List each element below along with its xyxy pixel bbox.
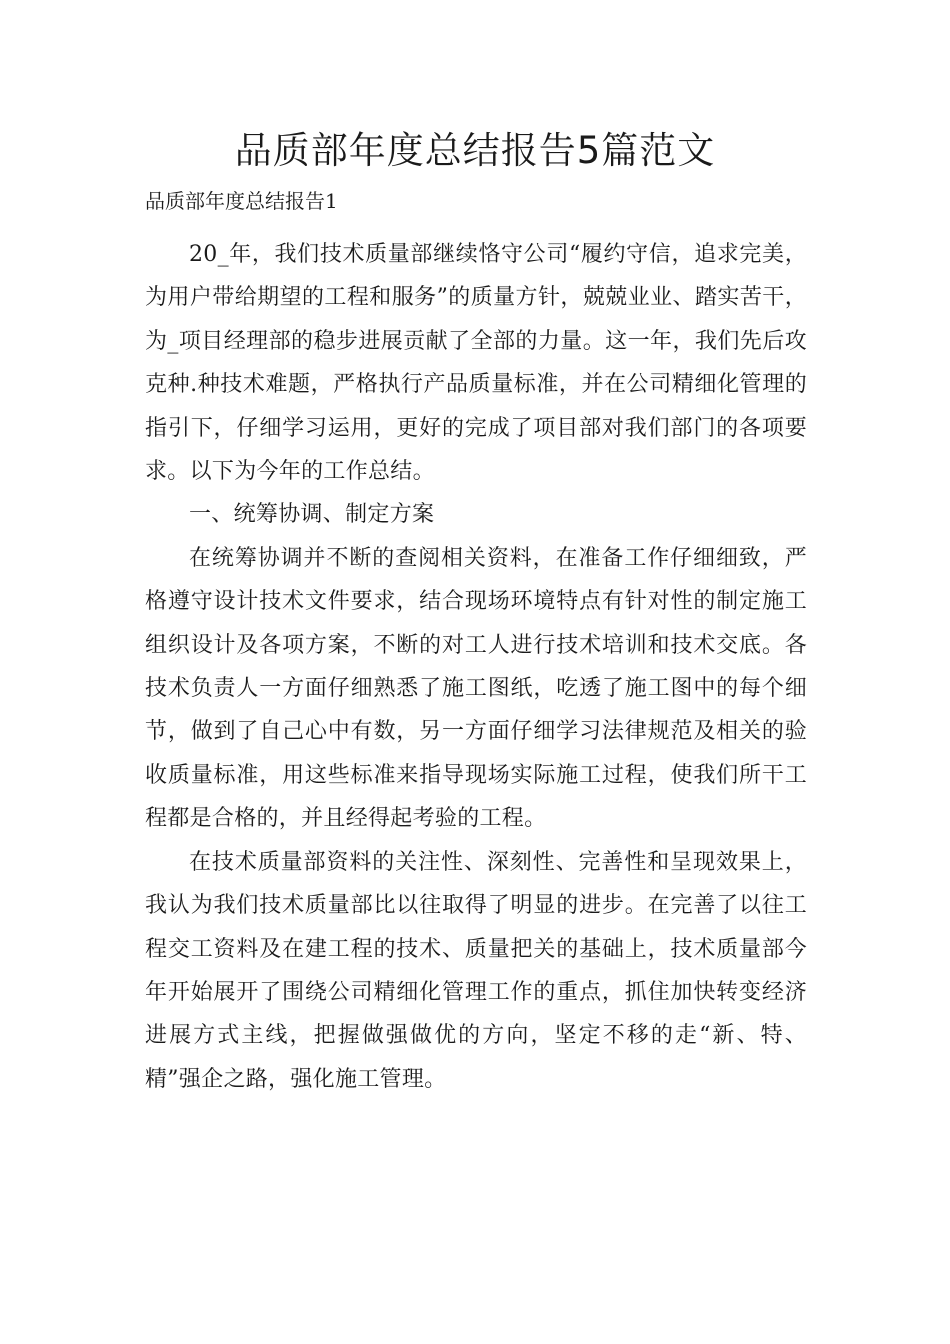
paragraph-planning: 在统筹协调并不断的查阅相关资料，在准备工作仔细细致，严格遵守设计技术文件要求，结合现场环境特点有针对性的制定施工组织设计及各项方案，不断的对工人进行技术培训和技术交底。各技术负责人一方面仔细熟悉了施工图纸，吃透了施工图中的每个细节，做到了自己心中有数，另一方面仔细学习法律规范及相关的验收质量标准，用这些标准来指导现场实际施工过程，使我们所干工程都是合格的，并且经得起考验的工程。 — [145, 545, 807, 832]
document-body — [145, 233, 807, 1101]
paragraph-documentation: 在技术质量部资料的关注性、深刻性、完善性和呈现效果上，我认为我们技术质量部比以往取得了明显的进步。在完善了以往工程交工资料及在建工程的技术、质量把关的基础上，技术质量部今年开始展开了围绕公司精细化管理工作的重点，抓住加快转变经济进展方式主线，把握做强做优的方向，坚定不移的走“新、特、精”强企之路，强化施工管理。 — [145, 849, 807, 1092]
document-title: 品质部年度总结报告5篇范文 — [234, 129, 716, 172]
paragraph-intro: 20_年，我们技术质量部继续恪守公司“履约守信，追求完美，为用户带给期望的工程和服务”的质量方针，兢兢业业、踏实苦干，为_项目经理部的稳步进展贡献了全部的力量。这一年，我们先后攻克种.种技术难题，严格执行产品质量标准，并在公司精细化管理的指引下，仔细学习运用，更好的完成了项目部对我们部门的各项要求。以下为今年的工作总结。 — [145, 242, 807, 485]
document-subtitle: 品质部年度总结报告1 — [145, 189, 338, 213]
section-heading: 一、统筹协调、制定方案 — [189, 502, 435, 528]
